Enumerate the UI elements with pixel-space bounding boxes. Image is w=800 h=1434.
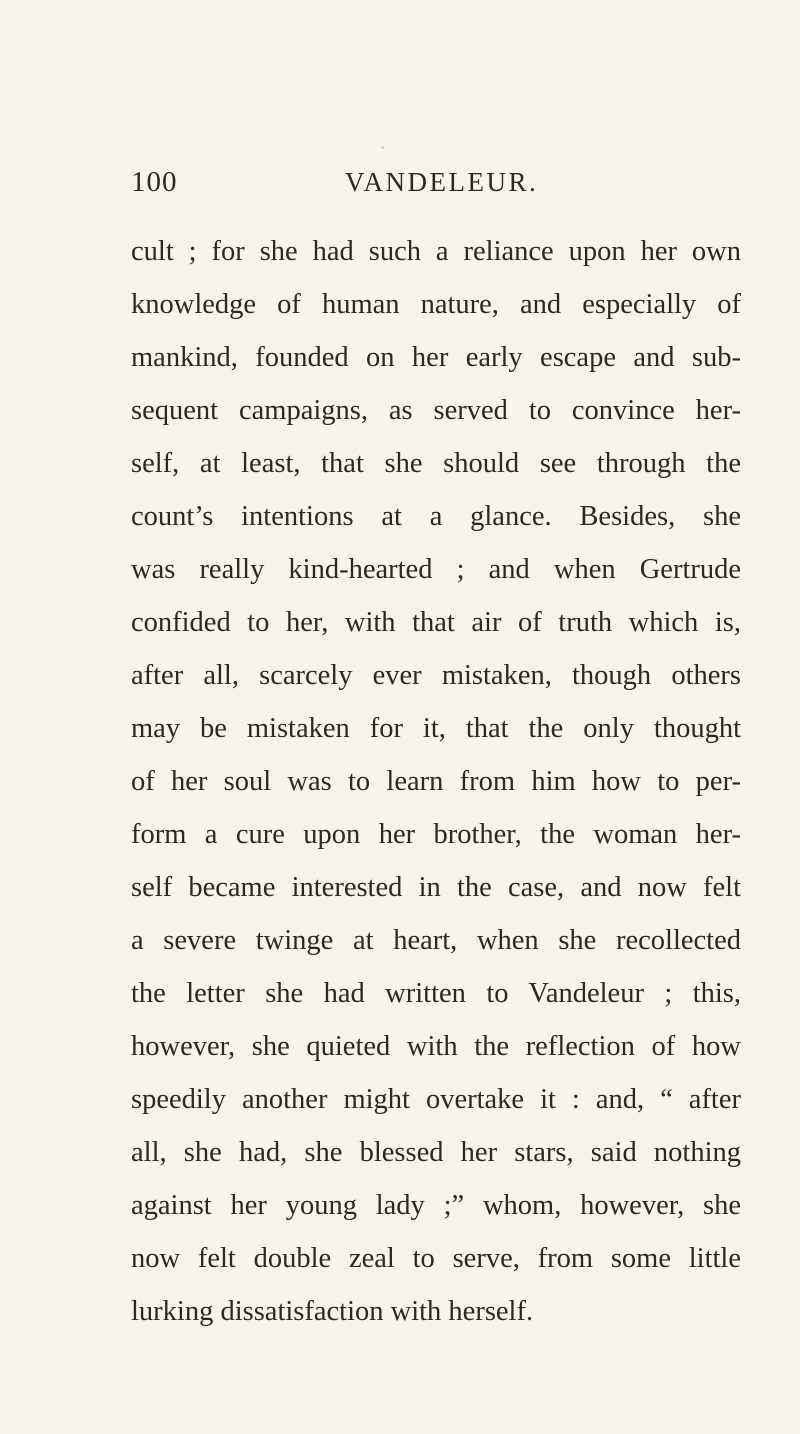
text-line: against her young lady ;” whom, however, she [131,1190,741,1221]
text-line: count’s intentions at a glance. Besides, she [131,501,741,532]
text-line-last: lurking dissatisfaction with herself. [131,1296,534,1327]
text-line: the letter she had written to Vandeleur ; this, [131,978,741,1009]
text-line: self, at least, that she should see through the [131,448,741,479]
text-line: a severe twinge at heart, when she recollected [131,925,741,956]
text-line: after all, scarcely ever mistaken, though others [131,660,741,691]
text-line: of her soul was to learn from him how to per- [131,766,741,797]
page-number: 100 [131,166,178,198]
text-line: however, she quieted with the reflection of how [131,1031,741,1062]
page-header [0,162,800,202]
text-line: speedily another might overtake it : and, “ after [131,1084,741,1115]
text-line: all, she had, she blessed her stars, said nothing [131,1137,741,1168]
text-line: cult ; for she had such a reliance upon her own [131,236,741,267]
text-line: self became interested in the case, and now felt [131,872,741,903]
text-line: was really kind-hearted ; and when Gertrude [131,554,741,585]
text-line: form a cure upon her brother, the woman her- [131,819,741,850]
text-line: confided to her, with that air of truth which is, [131,607,741,638]
running-title: VANDELEUR. [345,167,539,197]
text-line: mankind, founded on her early escape and sub- [131,342,741,373]
text-line: now felt double zeal to serve, from some little [131,1243,741,1274]
text-line: knowledge of human nature, and especially of [131,289,741,320]
body-text [131,225,741,1338]
text-line: sequent campaigns, as served to convince her- [131,395,741,426]
print-mark: ˚ [381,145,385,157]
text-line: may be mistaken for it, that the only thought [131,713,741,744]
